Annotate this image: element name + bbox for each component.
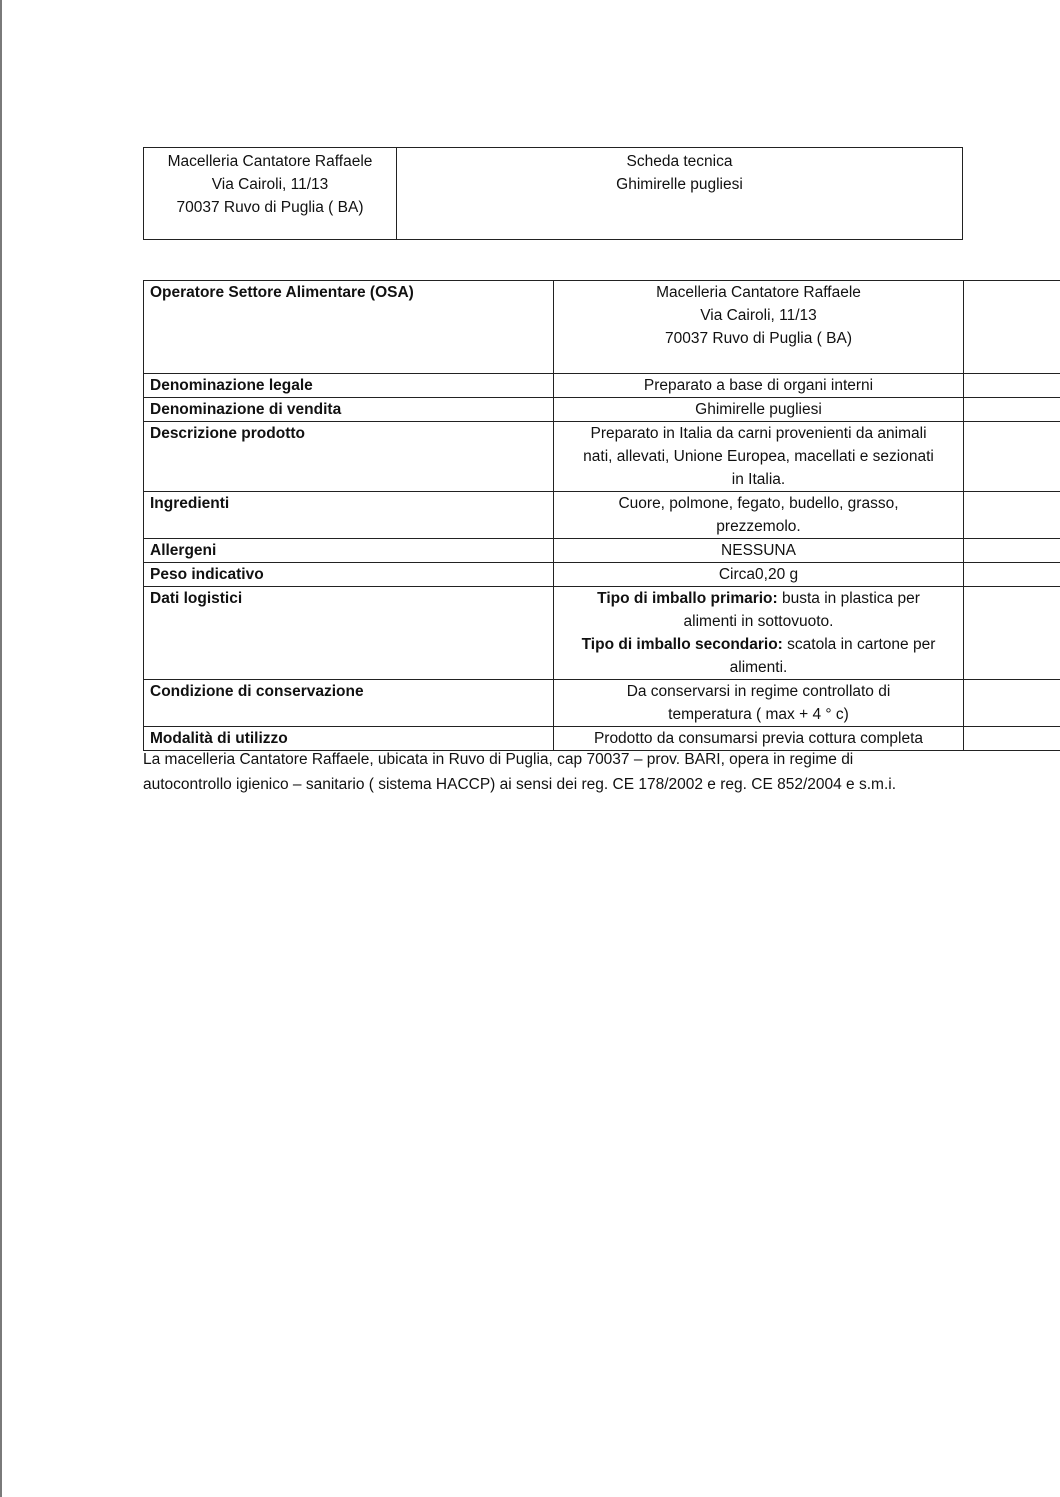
row-label: Allergeni <box>144 539 554 563</box>
compliance-line: autocontrollo igienico – sanitario ( sistema HACCP) ai sensi dei reg. CE 178/2002 e reg. CE 852/2004 e s.m.i. <box>143 776 896 793</box>
row-extra-cell <box>964 563 1060 587</box>
value-line: Preparato a base di organi interni <box>643 377 874 394</box>
page-edge <box>0 0 2 1497</box>
secondary-packaging-text: scatola in cartone per <box>782 636 936 653</box>
value-line: prezzemolo. <box>716 518 801 535</box>
row-label: Operatore Settore Alimentare (OSA) <box>144 281 554 374</box>
company-city: 70037 Ruvo di Puglia ( BA) <box>176 199 364 216</box>
compliance-line: La macelleria Cantatore Raffaele, ubicata in Ruvo di Puglia, cap 70037 – prov. BARI, opera in regime di <box>143 751 854 768</box>
table-row <box>144 374 1060 398</box>
table-row <box>144 492 1060 539</box>
table-row <box>144 422 1060 492</box>
row-value <box>554 374 964 398</box>
value-line: in Italia. <box>731 471 786 488</box>
value-line: nati, allevati, Unione Europea, macellati e sezionati <box>583 448 934 465</box>
row-extra-cell <box>964 539 1060 563</box>
row-label: Peso indicativo <box>144 563 554 587</box>
header-box <box>143 147 963 240</box>
row-label: Descrizione prodotto <box>144 422 554 492</box>
primary-packaging-label: Tipo di imballo primario: <box>597 590 778 607</box>
row-extra-cell <box>964 398 1060 422</box>
value-line: Via Cairoli, 11/13 <box>700 307 817 324</box>
document-type: Scheda tecnica <box>626 153 733 170</box>
row-label: Denominazione legale <box>144 374 554 398</box>
table-row <box>144 563 1060 587</box>
row-extra-cell <box>964 680 1060 727</box>
row-extra-cell <box>964 492 1060 539</box>
row-extra-cell <box>964 281 1060 374</box>
row-label: Dati logistici <box>144 587 554 680</box>
table-row <box>144 680 1060 727</box>
row-value <box>554 587 964 680</box>
spec-table <box>143 280 1060 751</box>
row-label: Denominazione di vendita <box>144 398 554 422</box>
company-name: Macelleria Cantatore Raffaele <box>167 153 373 170</box>
row-value <box>554 492 964 539</box>
value-line: Ghimirelle pugliesi <box>695 401 822 418</box>
value-line <box>560 587 957 610</box>
row-value <box>554 563 964 587</box>
row-extra-cell <box>964 727 1060 751</box>
primary-packaging-text: busta in plastica per <box>777 590 920 607</box>
table-row <box>144 398 1060 422</box>
value-line: 70037 Ruvo di Puglia ( BA) <box>665 330 852 347</box>
row-extra-cell <box>964 374 1060 398</box>
compliance-note <box>143 747 973 797</box>
table-row <box>144 587 1060 680</box>
row-value <box>554 281 964 374</box>
row-value <box>554 398 964 422</box>
value-line: Preparato in Italia da carni provenienti da animali <box>590 425 927 442</box>
value-line: NESSUNA <box>721 542 796 559</box>
row-value <box>554 680 964 727</box>
row-label: Ingredienti <box>144 492 554 539</box>
value-line: Da conservarsi in regime controllato di <box>626 683 891 700</box>
table-row <box>144 539 1060 563</box>
value-line <box>560 633 957 656</box>
row-extra-cell <box>964 587 1060 680</box>
table-row <box>144 281 1060 374</box>
row-value <box>554 422 964 492</box>
value-line: Prodotto da consumarsi previa cottura completa <box>593 730 924 747</box>
company-address: Via Cairoli, 11/13 <box>211 176 329 193</box>
company-block <box>144 148 397 239</box>
row-label: Modalità di utilizzo <box>144 727 554 751</box>
value-line: Cuore, polmone, fegato, budello, grasso, <box>618 495 899 512</box>
product-title: Ghimirelle pugliesi <box>616 176 743 193</box>
value-line: alimenti in sottovuoto. <box>683 613 834 630</box>
value-line: temperatura ( max + 4 ° c) <box>668 706 849 723</box>
document-title-block <box>397 148 962 239</box>
value-line: alimenti. <box>729 659 788 676</box>
row-extra-cell <box>964 422 1060 492</box>
value-line: Macelleria Cantatore Raffaele <box>656 284 861 301</box>
value-line: Circa0,20 g <box>718 566 799 583</box>
row-label: Condizione di conservazione <box>144 680 554 727</box>
row-value <box>554 539 964 563</box>
secondary-packaging-label: Tipo di imballo secondario: <box>581 636 783 653</box>
